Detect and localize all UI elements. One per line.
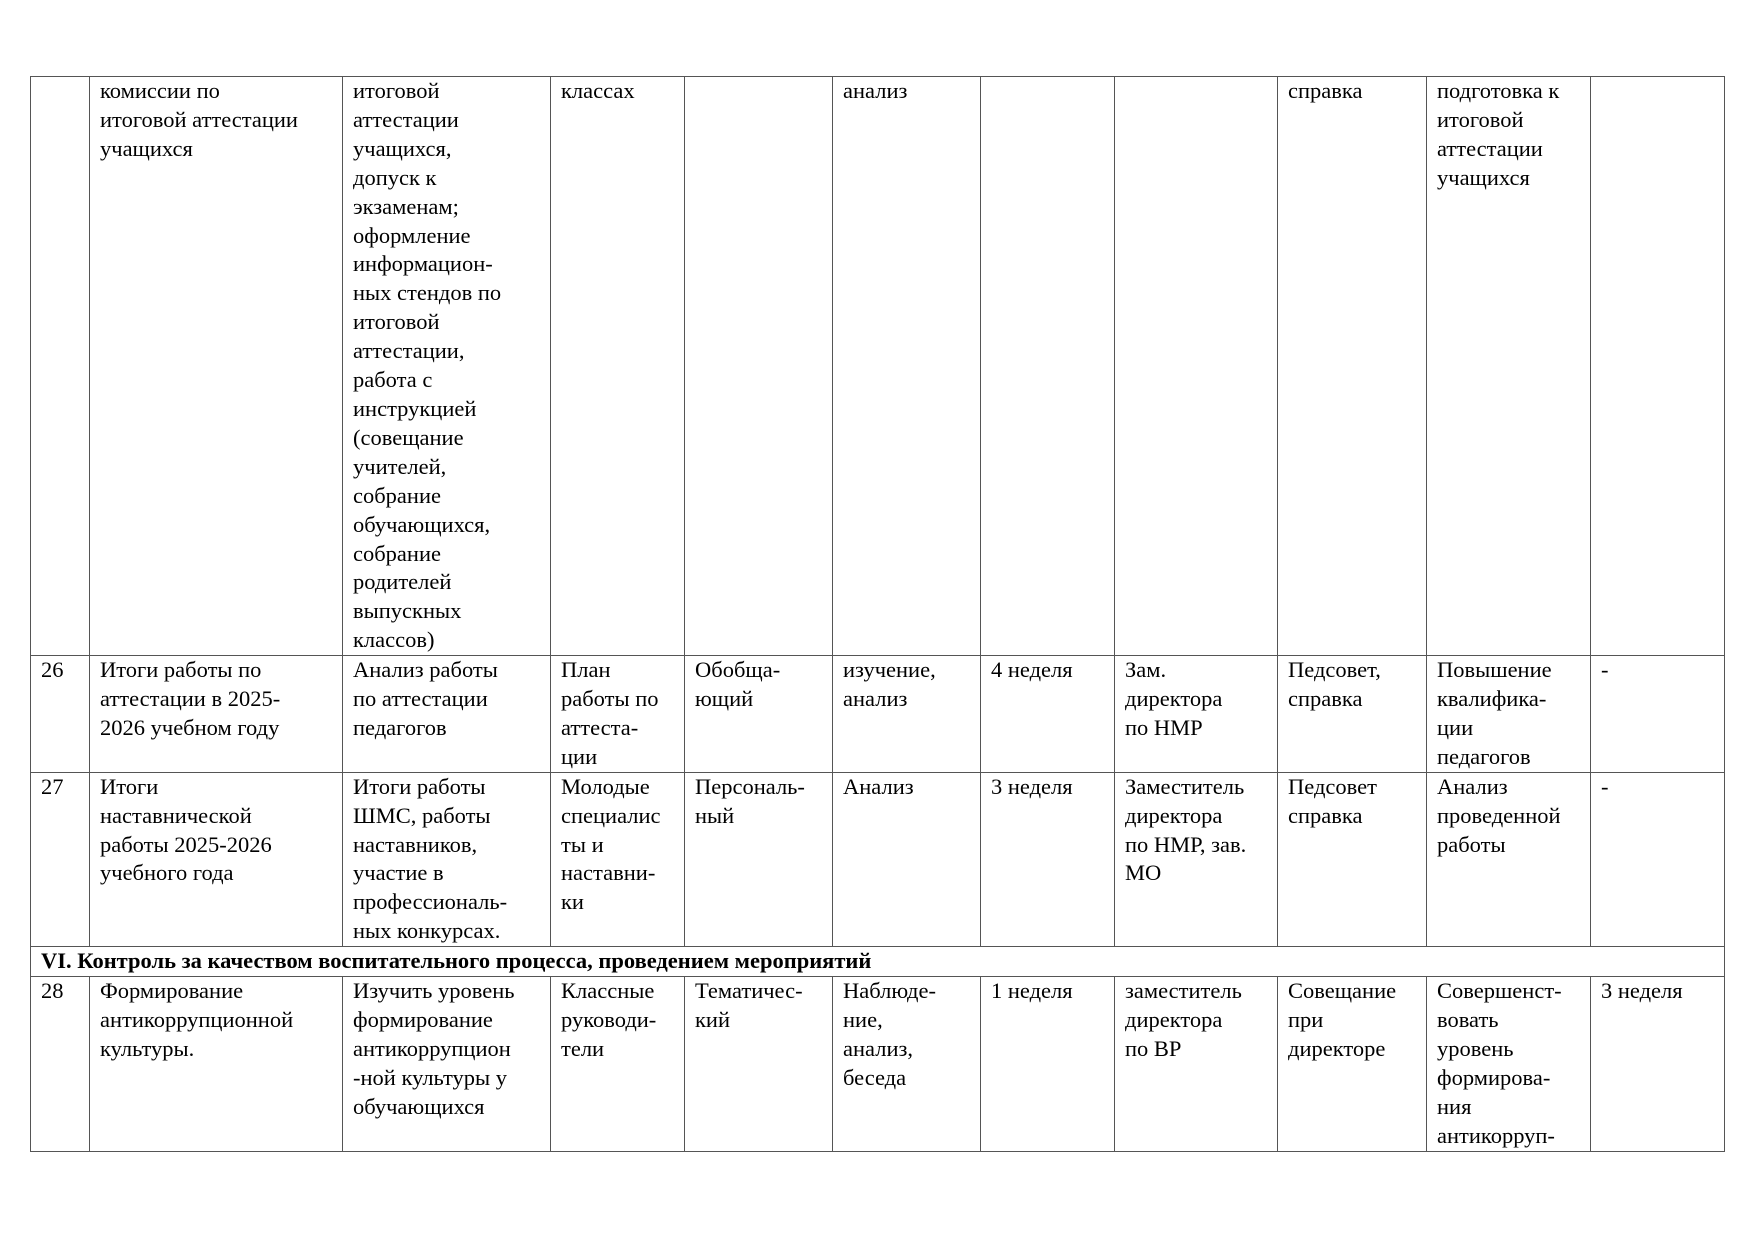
cell-subject: Формирование антикоррупционной культуры. (90, 977, 343, 1151)
cell-method: Наблюде- ние, анализ, беседа (833, 977, 981, 1151)
cell-recheck: - (1591, 656, 1725, 773)
cell-type: Тематичес- кий (685, 977, 833, 1151)
cell-subject: Итоги работы по аттестации в 2025- 2026 учебном году (90, 656, 343, 773)
cell-recheck (1591, 77, 1725, 656)
cell-num: 27 (31, 772, 90, 946)
cell-object: План работы по аттеста- ции (551, 656, 685, 773)
section-heading: VI. Контроль за качеством воспитательного процесса, проведением мероприятий (31, 947, 1725, 977)
section-row (31, 947, 1725, 977)
document-page (30, 76, 1724, 1152)
cell-decision: Совершенст- вовать уровень формирова- ния антикорруп- (1427, 977, 1591, 1151)
cell-responsible (1115, 77, 1278, 656)
cell-term: 4 неделя (981, 656, 1115, 773)
cell-goal: Анализ работы по аттестации педагогов (343, 656, 551, 773)
cell-decision: Анализ проведенной работы (1427, 772, 1591, 946)
cell-num (31, 77, 90, 656)
cell-object: классах (551, 77, 685, 656)
cell-object: Классные руководи- тели (551, 977, 685, 1151)
cell-method: изучение, анализ (833, 656, 981, 773)
cell-decision: Повышение квалифика- ции педагогов (1427, 656, 1591, 773)
table-row (31, 977, 1725, 1151)
cell-method: Анализ (833, 772, 981, 946)
cell-type: Персональ- ный (685, 772, 833, 946)
cell-num: 26 (31, 656, 90, 773)
cell-term (981, 77, 1115, 656)
cell-responsible: заместитель директора по ВР (1115, 977, 1278, 1151)
cell-subject: комиссии по итоговой аттестации учащихся (90, 77, 343, 656)
table-row (31, 772, 1725, 946)
cell-result: справка (1278, 77, 1427, 656)
cell-goal: Изучить уровень формирование антикоррупцион -ной культуры у обучающихся (343, 977, 551, 1151)
table-row (31, 77, 1725, 656)
cell-result: Педсовет справка (1278, 772, 1427, 946)
cell-num: 28 (31, 977, 90, 1151)
cell-result: Педсовет, справка (1278, 656, 1427, 773)
control-plan-table (30, 76, 1725, 1152)
cell-term: 1 неделя (981, 977, 1115, 1151)
cell-goal: Итоги работы ШМС, работы наставников, участие в профессиональ- ных конкурсах. (343, 772, 551, 946)
cell-type: Обобща- ющий (685, 656, 833, 773)
cell-subject: Итоги наставнической работы 2025-2026 учебного года (90, 772, 343, 946)
cell-method: анализ (833, 77, 981, 656)
cell-goal: итоговой аттестации учащихся, допуск к экзаменам; оформление информацион- ных стендов по итоговой аттестации, работа с инструкцией (совещание учителей, собрание обучающихся, собрание родителей выпускных классов) (343, 77, 551, 656)
table-row (31, 656, 1725, 773)
cell-responsible: Заместитель директора по НМР, зав. МО (1115, 772, 1278, 946)
cell-result: Совещание при директоре (1278, 977, 1427, 1151)
cell-term: 3 неделя (981, 772, 1115, 946)
cell-type (685, 77, 833, 656)
cell-recheck: - (1591, 772, 1725, 946)
cell-object: Молодые специалис ты и наставни- ки (551, 772, 685, 946)
cell-recheck: 3 неделя (1591, 977, 1725, 1151)
cell-decision: подготовка к итоговой аттестации учащихся (1427, 77, 1591, 656)
cell-responsible: Зам. директора по НМР (1115, 656, 1278, 773)
